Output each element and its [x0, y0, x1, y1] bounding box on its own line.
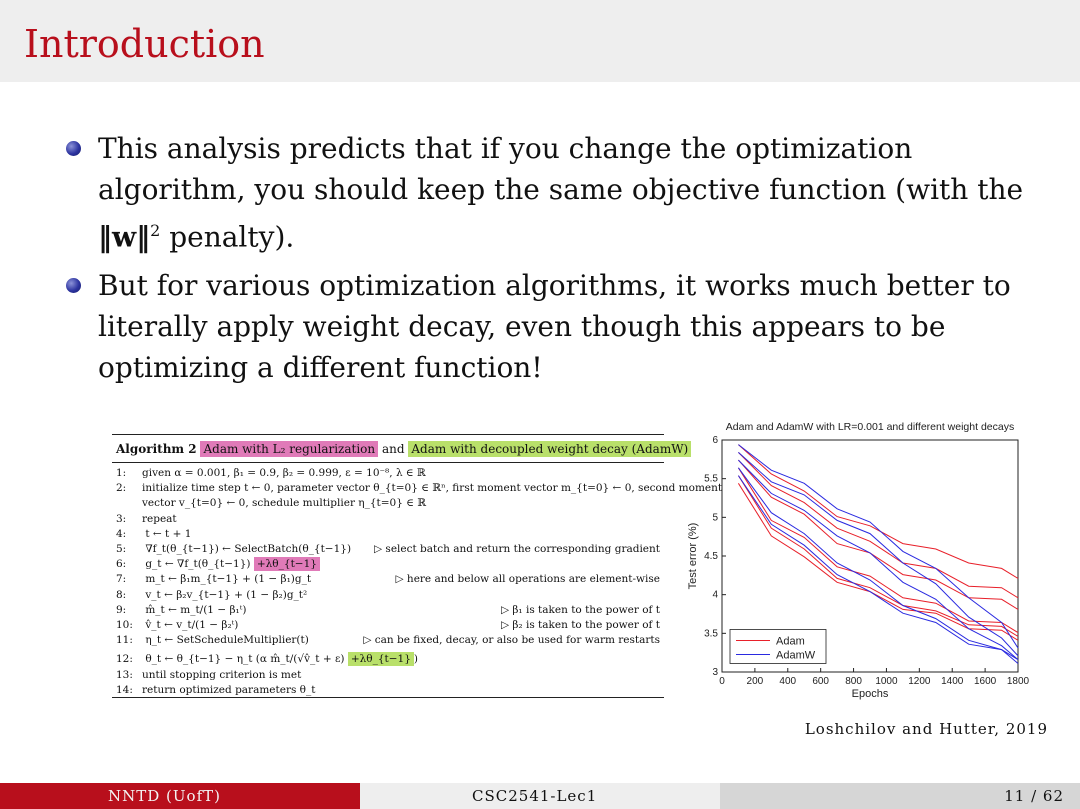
algorithm-line-number: 7:	[116, 573, 127, 586]
slide-title: Introduction	[24, 22, 265, 66]
algorithm-line-text: return optimized parameters θ_t	[142, 683, 316, 696]
legend-label-adamw: AdamW	[776, 649, 816, 662]
algorithm-comment: ▷ here and below all operations are element-wise	[395, 573, 660, 586]
algorithm-line-number: 9:	[116, 603, 127, 616]
algorithm-comment: ▷ β₁ is taken to the power of t	[500, 603, 660, 616]
y-tick-label: 5.5	[704, 473, 718, 485]
norm-exponent: 2	[150, 221, 161, 240]
bullet-item	[62, 128, 1052, 257]
y-tick-label: 3	[712, 667, 718, 678]
bullet-text-pre: This analysis predicts that if you change the optimization algorithm, you should keep the same objective function (with the	[98, 132, 1024, 206]
algorithm-line-number: 5:	[116, 543, 127, 555]
x-tick-label: 600	[812, 676, 830, 687]
footer-page-number: 11 / 62	[1004, 787, 1064, 805]
l2-gradient-term: +λθ_{t−1}	[254, 557, 320, 571]
x-tick-label: 800	[845, 676, 862, 687]
algorithm-comment: ▷ select batch and return the corresponding gradient	[374, 543, 660, 555]
algorithm-line-text: v̂_t ← v_t/(1 − β₂ᵗ)	[142, 619, 239, 631]
decoupled-decay-term: +λθ_{t−1}	[348, 652, 414, 666]
algorithm-line-text: m̂_t ← m_t/(1 − β₁ᵗ)	[142, 603, 247, 616]
algorithm-comment: ▷ can be fixed, decay, or also be used for warm restarts	[363, 634, 660, 647]
algorithm-rule-bottom	[112, 697, 664, 698]
x-tick-label: 400	[779, 676, 797, 687]
algorithm-line	[116, 558, 320, 570]
footer-page	[720, 783, 1080, 809]
algorithm-line	[116, 497, 426, 509]
bullet-item	[62, 265, 1052, 388]
norm-term: ‖w‖	[98, 220, 151, 254]
algorithm-line-text: θ_t ← θ_{t−1} − η_t (α m̂_t/(√v̂_t + ε)	[142, 653, 348, 666]
bullet-text-post: penalty).	[160, 220, 295, 254]
algorithm-line	[116, 634, 309, 646]
algorithm-line-number: 1:	[116, 467, 127, 479]
x-tick-label: 1600	[973, 676, 997, 687]
algorithm-line-text: until stopping criterion is met	[142, 668, 302, 681]
algorithm-line-text: g_t ← ∇f_t(θ_{t−1})	[142, 558, 254, 571]
y-tick-label: 6	[712, 435, 718, 446]
algorithm-rule-mid	[112, 462, 664, 463]
footer-author-text: NNTD (UofT)	[108, 787, 221, 805]
algorithm-label: Algorithm 2	[116, 442, 197, 456]
and-text: and	[381, 442, 405, 456]
footer-course	[360, 783, 720, 809]
y-tick-label: 5	[712, 512, 718, 524]
algorithm-line-number: 12:	[116, 653, 133, 666]
algorithm-line	[116, 589, 307, 601]
algorithm-line-number: 8:	[116, 588, 127, 601]
x-tick-label: 1200	[908, 676, 931, 687]
algorithm-heading	[116, 442, 691, 456]
algorithm-line	[116, 513, 177, 525]
bullet-list	[62, 128, 1052, 396]
algorithm-line	[116, 619, 238, 631]
title-bar	[0, 0, 1080, 82]
y-tick-label: 3.5	[704, 628, 718, 640]
algorithm-line	[116, 669, 301, 681]
algorithm-line-number: 13:	[116, 668, 133, 681]
algorithm-line	[116, 482, 722, 494]
x-axis-label: Epochs	[851, 688, 889, 700]
x-tick-label: 1800	[1006, 676, 1030, 687]
x-tick-label: 1000	[875, 676, 898, 687]
closing-paren: )	[413, 653, 419, 666]
adamw-label: Adam with decoupled weight decay (AdamW)	[408, 441, 691, 457]
algorithm-line-text: v_t ← β₂v_{t−1} + (1 − β₂)g_t²	[142, 588, 308, 601]
algorithm-line	[116, 604, 246, 616]
y-tick-label: 4.5	[704, 551, 718, 562]
adam-l2-label: Adam with L₂ regularization	[200, 441, 378, 457]
algorithm-line-text: η_t ← SetScheduleMultiplier(t)	[142, 634, 309, 647]
citation-credit: Loshchilov and Hutter, 2019	[804, 720, 1048, 738]
algorithm-line-text: t ← t + 1	[142, 527, 192, 540]
algorithm-line	[116, 684, 315, 696]
bullet-icon	[66, 278, 81, 293]
chart-title: Adam and AdamW with LR=0.001 and different weight decays	[725, 421, 1015, 433]
x-tick-label: 1400	[941, 676, 964, 687]
bullet-text: But for various optimization algorithms, it works much better to literally apply weight decay, even though this appears to be optimizing a different function!	[98, 269, 1011, 385]
algorithm-line	[116, 653, 418, 665]
footer-bar	[0, 783, 1080, 809]
algorithm-line	[116, 528, 191, 540]
algorithm-line-number: 14:	[116, 683, 133, 696]
bullet-icon	[66, 141, 81, 156]
algorithm-line-number: 3:	[116, 512, 127, 525]
algorithm-line-text: vector v_{t=0} ← 0, schedule multiplier η_{t=0} ∈ ℝ	[142, 497, 427, 510]
algorithm-line	[116, 467, 426, 479]
algorithm-line-number: 6:	[116, 558, 127, 571]
footer-author	[0, 783, 360, 809]
algorithm-line-number: 10:	[116, 619, 133, 631]
algorithm-line-text: given α = 0.001, β₁ = 0.9, β₂ = 0.999, ε = 10⁻⁸, λ ∈ ℝ	[142, 467, 426, 479]
algorithm-line-text: m_t ← β₁m_{t−1} + (1 − β₁)g_t	[142, 573, 312, 586]
legend-label-adam: Adam	[776, 635, 805, 648]
x-tick-label: 200	[746, 676, 764, 687]
chart-container	[680, 415, 1040, 705]
algorithm-line	[116, 543, 351, 555]
algorithm-rule-top	[112, 434, 664, 435]
algorithm-line-text: ∇f_t(θ_{t−1}) ← SelectBatch(θ_{t−1})	[142, 543, 352, 555]
x-tick-label: 0	[719, 676, 725, 687]
algorithm-line-number: 11:	[116, 634, 133, 647]
algorithm-line-number: 4:	[116, 527, 127, 540]
test-error-chart	[680, 415, 1040, 705]
y-tick-label: 4	[712, 589, 718, 601]
algorithm-line-text: repeat	[142, 512, 177, 525]
algorithm-comment: ▷ β₂ is taken to the power of t	[500, 619, 660, 631]
algorithm-line-text: initialize time step t ← 0, parameter vector θ_{t=0} ∈ ℝⁿ, first moment vector m_{t=0} ← 0, second moment	[142, 482, 723, 495]
algorithm-line-number: 2:	[116, 482, 127, 495]
footer-course-text: CSC2541-Lec1	[472, 787, 598, 805]
y-axis-label: Test error (%)	[687, 522, 699, 590]
algorithm-line	[116, 573, 311, 585]
